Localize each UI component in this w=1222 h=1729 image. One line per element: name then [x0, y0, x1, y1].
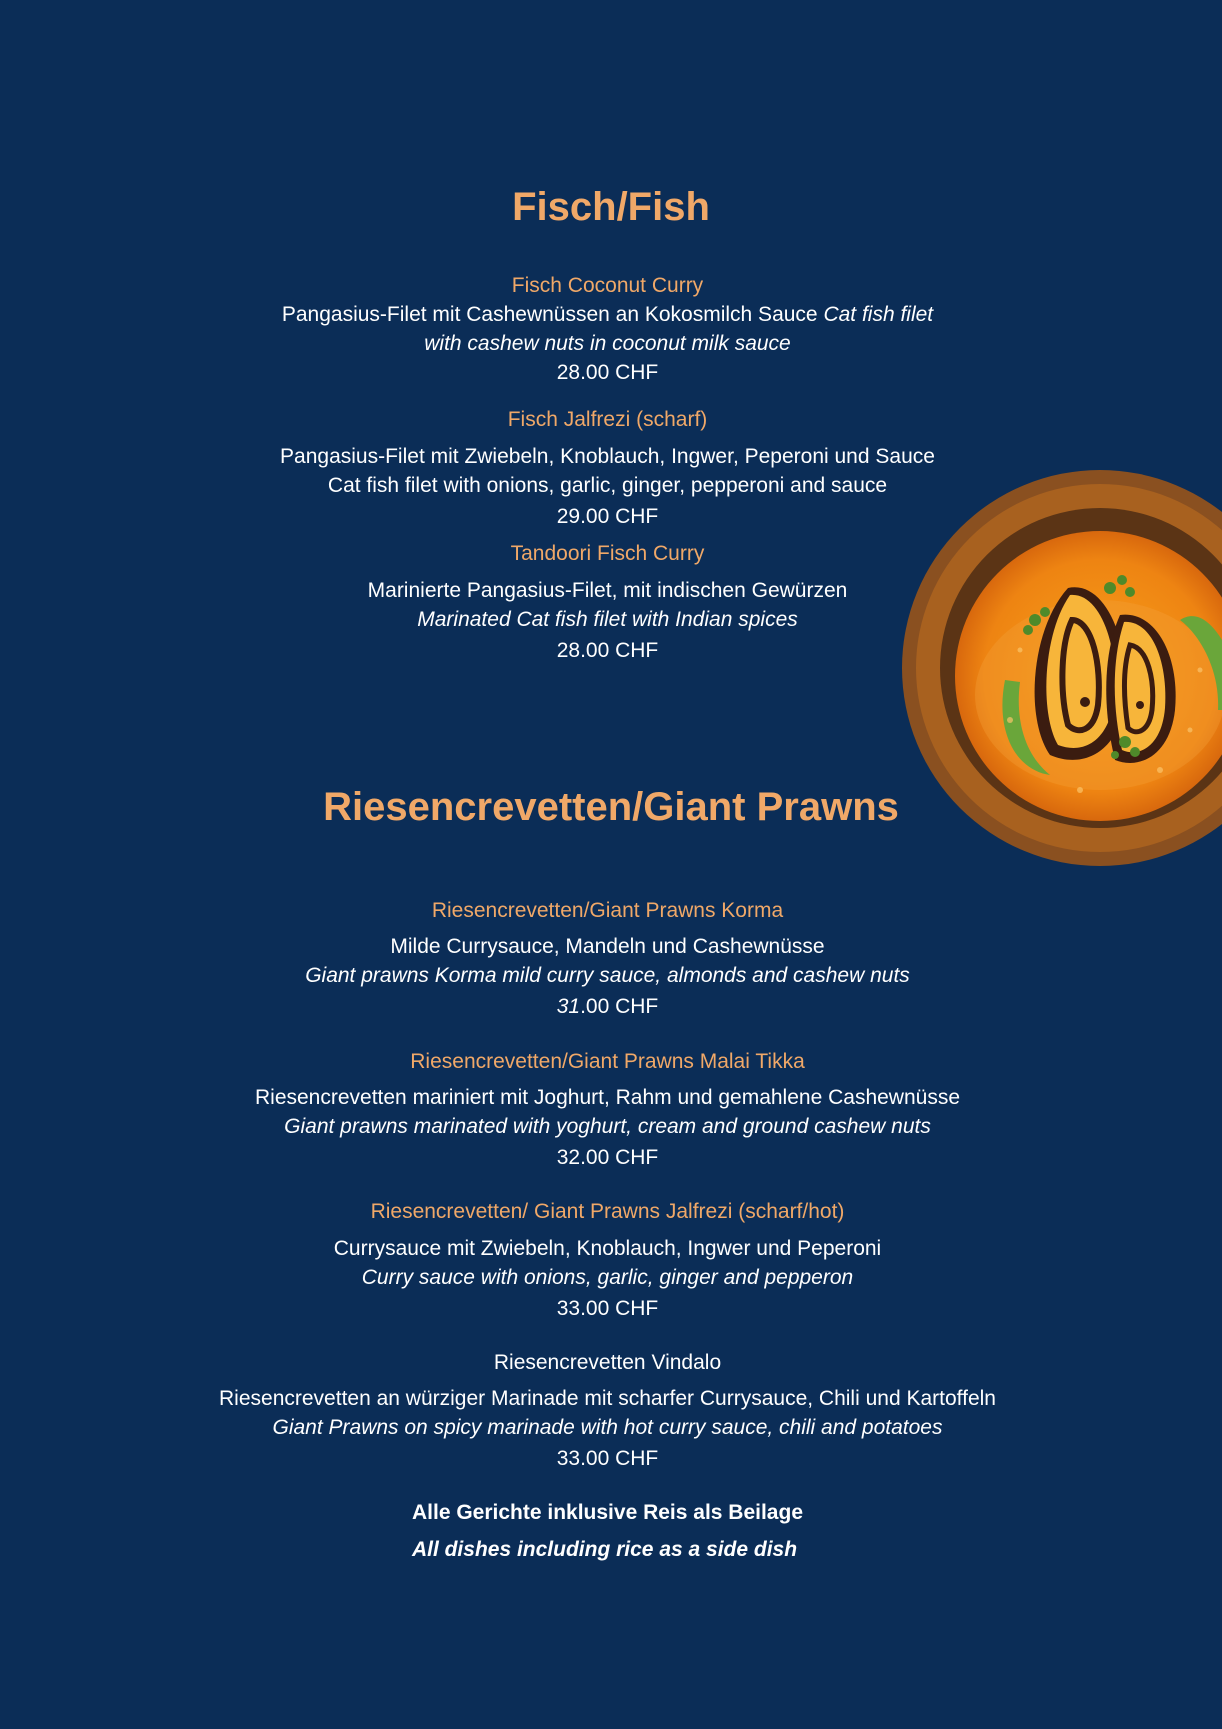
- dish-description-de: Riesencrevetten an würziger Marinade mit scharfer Currysauce, Chili und Kartoffeln: [219, 1387, 996, 1410]
- dish-price-whole: 31: [556, 995, 581, 1018]
- dish-name: Riesencrevetten/ Giant Prawns Jalfrezi (scharf/hot): [370, 1200, 845, 1223]
- dish-description: [0, 303, 1215, 327]
- dish-description-de: Currysauce mit Zwiebeln, Knoblauch, Ingwer und Peperoni: [333, 1237, 882, 1260]
- dish-name: Fisch Coconut Curry: [511, 274, 704, 297]
- dish-description-de: Riesencrevetten mariniert mit Joghurt, Rahm und gemahlene Cashewnüsse: [254, 1086, 961, 1109]
- dish-description-en: Cat fish filet: [823, 303, 934, 326]
- dish-price: 28.00 CHF: [556, 361, 659, 384]
- footer-note-en: All dishes including rice as a side dish: [411, 1538, 798, 1561]
- dish-price: 29.00 CHF: [556, 505, 659, 528]
- dish-name: Riesencrevetten/Giant Prawns Korma: [431, 899, 784, 922]
- dish-price: [0, 995, 1215, 1019]
- dish-price: 33.00 CHF: [556, 1447, 659, 1470]
- dish-name: Riesencrevetten/Giant Prawns Malai Tikka: [410, 1050, 805, 1073]
- dish-name: Riesencrevetten Vindalo: [493, 1351, 722, 1374]
- dish-name: Tandoori Fisch Curry: [510, 542, 705, 565]
- dish-description-en: Giant Prawns on spicy marinade with hot curry sauce, chili and potatoes: [272, 1416, 943, 1439]
- dish-description-de: Milde Currysauce, Mandeln und Cashewnüsse: [390, 935, 825, 958]
- footer-note-de: Alle Gerichte inklusive Reis als Beilage: [411, 1501, 803, 1524]
- dish-price: 32.00 CHF: [556, 1146, 659, 1169]
- dish-price: 33.00 CHF: [556, 1297, 659, 1320]
- dish-name: Fisch Jalfrezi (scharf): [507, 408, 708, 431]
- dish-description-en: Marinated Cat fish filet with Indian spices: [417, 608, 798, 631]
- dish-description-de: Marinierte Pangasius-Filet, mit indischen Gewürzen: [367, 579, 848, 602]
- dish-description-de: Pangasius-Filet mit Zwiebeln, Knoblauch, Ingwer, Peperoni und Sauce: [280, 445, 935, 468]
- dish-description-en: Giant prawns marinated with yoghurt, cream and ground cashew nuts: [284, 1115, 931, 1138]
- dish-description-en: Cat fish filet with onions, garlic, ginger, pepperoni and sauce: [327, 474, 888, 497]
- dish-price: 28.00 CHF: [556, 639, 659, 662]
- dish-description-de: Pangasius-Filet mit Cashewnüssen an Kokosmilch Sauce: [281, 303, 824, 326]
- dish-price-rest: .00 CHF: [580, 995, 659, 1018]
- dish-description-en: with cashew nuts in coconut milk sauce: [424, 332, 791, 355]
- dish-description-en: Curry sauce with onions, garlic, ginger and pepperon: [361, 1266, 854, 1289]
- section-title-prawns: Riesencrevetten/Giant Prawns: [323, 785, 899, 829]
- dish-description-en: Giant prawns Korma mild curry sauce, almonds and cashew nuts: [305, 964, 910, 987]
- section-title-fish: Fisch/Fish: [512, 185, 710, 229]
